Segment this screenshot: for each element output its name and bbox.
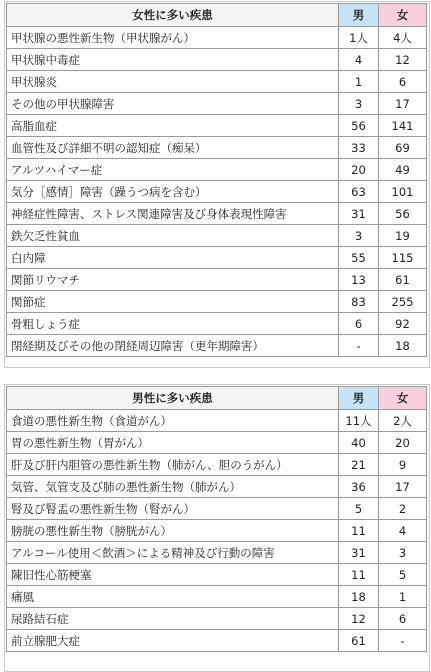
female-count-cell: 20	[379, 432, 427, 454]
female-count-cell: 2人	[379, 410, 427, 432]
male-count-cell: 4	[339, 49, 379, 71]
table-title: 女性に多い疾患	[7, 4, 339, 27]
female-count-cell: 3	[379, 542, 427, 564]
male-count-cell: 40	[339, 432, 379, 454]
male-count-cell: 12	[339, 608, 379, 630]
header-row	[7, 4, 427, 27]
table-row	[7, 630, 427, 652]
female-count-cell: 2	[379, 498, 427, 520]
disease-name-cell: 気管、気管支及び肺の悪性新生物（肺がん）	[7, 476, 339, 498]
disease-name-cell: 胃の悪性新生物（胃がん）	[7, 432, 339, 454]
table-row	[7, 225, 427, 247]
female-count-cell: 255	[379, 291, 427, 313]
disease-name-cell: 前立腺肥大症	[7, 630, 339, 652]
disease-name-cell: 甲状腺中毒症	[7, 49, 339, 71]
male-column-header: 男	[339, 4, 379, 27]
male-count-cell: 83	[339, 291, 379, 313]
male-count-cell: 56	[339, 115, 379, 137]
female-count-cell: 12	[379, 49, 427, 71]
female-diseases-table	[6, 3, 427, 357]
table-row	[7, 137, 427, 159]
table-row	[7, 27, 427, 49]
disease-name-cell: 骨粗しょう症	[7, 313, 339, 335]
female-count-cell: 18	[379, 335, 427, 357]
female-count-cell: 56	[379, 203, 427, 225]
disease-name-cell: 関節症	[7, 291, 339, 313]
female-count-cell: 17	[379, 93, 427, 115]
male-count-cell: 11	[339, 520, 379, 542]
female-count-cell: 61	[379, 269, 427, 291]
female-count-cell: 101	[379, 181, 427, 203]
disease-name-cell: アルツハイマー症	[7, 159, 339, 181]
male-count-cell: -	[339, 335, 379, 357]
disease-name-cell: 高脂血症	[7, 115, 339, 137]
male-count-cell: 3	[339, 93, 379, 115]
male-count-cell: 31	[339, 203, 379, 225]
female-count-cell: 6	[379, 71, 427, 93]
disease-name-cell: その他の甲状腺障害	[7, 93, 339, 115]
male-diseases-table	[6, 386, 427, 652]
table-row	[7, 432, 427, 454]
male-count-cell: 31	[339, 542, 379, 564]
table-row	[7, 181, 427, 203]
disease-name-cell: 鉄欠乏性貧血	[7, 225, 339, 247]
table-title: 男性に多い疾患	[7, 387, 339, 410]
female-count-cell: 19	[379, 225, 427, 247]
female-count-cell: 49	[379, 159, 427, 181]
male-column-header: 男	[339, 387, 379, 410]
male-count-cell: 11人	[339, 410, 379, 432]
table-row	[7, 247, 427, 269]
male-count-cell: 1人	[339, 27, 379, 49]
disease-name-cell: 甲状腺炎	[7, 71, 339, 93]
male-count-cell: 61	[339, 630, 379, 652]
table-row	[7, 93, 427, 115]
male-count-cell: 55	[339, 247, 379, 269]
disease-name-cell: 肝及び肝内胆管の悪性新生物（肺がん、胆のうがん）	[7, 454, 339, 476]
female-column-header: 女	[379, 387, 427, 410]
female-count-cell: 9	[379, 454, 427, 476]
disease-name-cell: アルコール使用＜飲酒＞による精神及び行動の障害	[7, 542, 339, 564]
table-row	[7, 335, 427, 357]
table-row	[7, 454, 427, 476]
disease-name-cell: 白内障	[7, 247, 339, 269]
disease-name-cell: 腎及び腎盂の悪性新生物（腎がん）	[7, 498, 339, 520]
table-row	[7, 542, 427, 564]
table-row	[7, 269, 427, 291]
disease-name-cell: 尿路結石症	[7, 608, 339, 630]
female-count-cell: 1	[379, 586, 427, 608]
table-row	[7, 49, 427, 71]
table-row	[7, 313, 427, 335]
disease-name-cell: 膀胱の悪性新生物（膀胱がん）	[7, 520, 339, 542]
disease-name-cell: 関節リウマチ	[7, 269, 339, 291]
disease-name-cell: 甲状腺の悪性新生物（甲状腺がん）	[7, 27, 339, 49]
disease-name-cell: 痛風	[7, 586, 339, 608]
female-count-cell: 141	[379, 115, 427, 137]
male-count-cell: 18	[339, 586, 379, 608]
disease-name-cell: 閉経期及びその他の閉経周辺障害（更年期障害）	[7, 335, 339, 357]
disease-name-cell: 血管性及び詳細不明の認知症（痴呆）	[7, 137, 339, 159]
table-row	[7, 203, 427, 225]
female-count-cell: 69	[379, 137, 427, 159]
female-count-cell: 17	[379, 476, 427, 498]
female-count-cell: 4人	[379, 27, 427, 49]
table-row	[7, 159, 427, 181]
table-row	[7, 520, 427, 542]
male-count-cell: 21	[339, 454, 379, 476]
table-row	[7, 115, 427, 137]
male-count-cell: 3	[339, 225, 379, 247]
male-count-cell: 36	[339, 476, 379, 498]
male-count-cell: 6	[339, 313, 379, 335]
female-count-cell: 92	[379, 313, 427, 335]
male-count-cell: 1	[339, 71, 379, 93]
table-row	[7, 410, 427, 432]
disease-name-cell: 食道の悪性新生物（食道がん）	[7, 410, 339, 432]
table-row	[7, 586, 427, 608]
male-count-cell: 13	[339, 269, 379, 291]
table-row	[7, 476, 427, 498]
disease-name-cell: 神経症性障害、ストレス関連障害及び身体表現性障害	[7, 203, 339, 225]
header-row	[7, 387, 427, 410]
table-row	[7, 498, 427, 520]
male-count-cell: 11	[339, 564, 379, 586]
female-count-cell: 5	[379, 564, 427, 586]
table-row	[7, 71, 427, 93]
female-count-cell: 4	[379, 520, 427, 542]
table-row	[7, 608, 427, 630]
female-count-cell: 115	[379, 247, 427, 269]
table-row	[7, 291, 427, 313]
male-count-cell: 20	[339, 159, 379, 181]
female-count-cell: -	[379, 630, 427, 652]
female-column-header: 女	[379, 4, 427, 27]
disease-name-cell: 気分［感情］障害（躁うつ病を含む）	[7, 181, 339, 203]
male-count-cell: 5	[339, 498, 379, 520]
male-count-cell: 33	[339, 137, 379, 159]
table-row	[7, 564, 427, 586]
disease-name-cell: 陳旧性心筋梗塞	[7, 564, 339, 586]
female-count-cell: 6	[379, 608, 427, 630]
male-count-cell: 63	[339, 181, 379, 203]
